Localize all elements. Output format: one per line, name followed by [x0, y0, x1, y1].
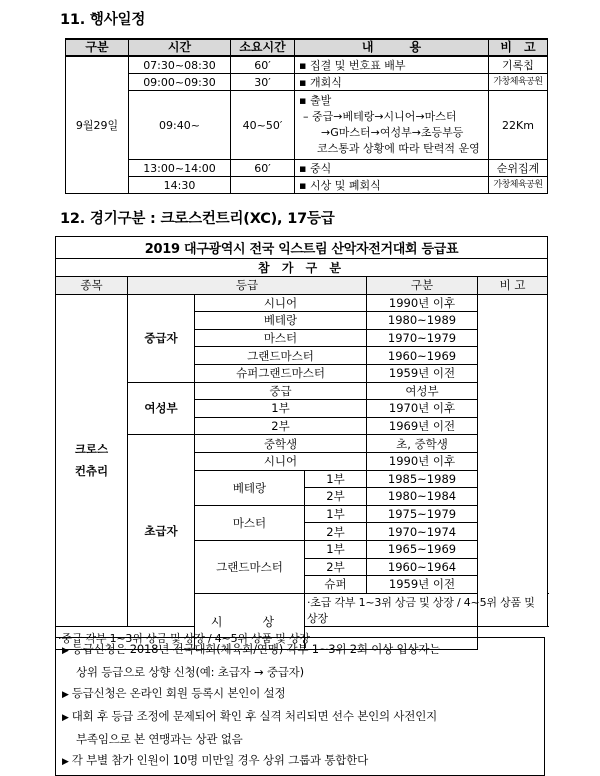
- triangle-right-icon: ▶: [62, 690, 69, 700]
- grade-year: 1969년 이전: [367, 417, 478, 435]
- note-line: 대회 후 등급 조정에 문제되어 확인 후 실격 처리되면 선수 본인의 사전인지: [71, 709, 438, 723]
- schedule-time: 14:30: [129, 177, 231, 194]
- grade-division: 2부: [305, 523, 367, 541]
- schedule-time: 07:30~08:30: [129, 56, 231, 74]
- note-line: 상위 등급으로 상향 신청(예: 초급자 → 중급자): [76, 665, 304, 679]
- grade-name: 1부: [195, 400, 367, 418]
- grade-year: 초, 중학생: [367, 435, 478, 453]
- note-line: 각 부별 참가 인원이 10명 미만일 경우 상위 그룹과 통합한다: [71, 753, 368, 767]
- group-beginner: 초급자: [128, 435, 195, 626]
- schedule-note: 22Km: [489, 91, 548, 160]
- schedule-time: 13:00~14:00: [129, 160, 231, 177]
- grade-year: 1960~1969: [367, 347, 478, 365]
- event-cross-country: 크로스 컨츄리: [56, 294, 128, 626]
- schedule-note: 가창체육공원: [489, 74, 548, 91]
- schedule-duration: 60′: [231, 160, 295, 177]
- group-intermediate: 중급자: [128, 294, 195, 382]
- grade-row: [56, 435, 548, 453]
- note-item: [62, 750, 544, 773]
- grade-year: 1975~1979: [367, 505, 478, 523]
- grade-year: 1970~1979: [367, 329, 478, 347]
- schedule-header-duration: 소요시간: [231, 39, 295, 56]
- schedule-time: 09:00~09:30: [129, 74, 231, 91]
- note-item: [62, 683, 544, 706]
- triangle-right-icon: ▶: [62, 713, 69, 723]
- note-item: [62, 706, 544, 750]
- schedule-header-content: 내 용: [295, 39, 489, 56]
- section-11-heading: 11. 행사일정: [60, 12, 146, 28]
- grade-table: [55, 236, 548, 650]
- schedule-duration: [231, 177, 295, 194]
- grade-year: 1965~1969: [367, 540, 478, 558]
- grade-division: 2부: [305, 488, 367, 506]
- grade-year: 1985~1989: [367, 470, 478, 488]
- section-12-heading: 12. 경기구분 : 크로스컨트리(XC), 17등급: [60, 211, 335, 227]
- schedule-date: 9월29일: [66, 56, 129, 194]
- grade-name: 시니어: [195, 294, 367, 312]
- grade-year: 1959년 이전: [367, 576, 478, 594]
- grade-name: 2부: [195, 417, 367, 435]
- grade-year: 1990년 이후: [367, 452, 478, 470]
- schedule-row: [66, 74, 548, 91]
- grade-header-grade: 등급: [128, 277, 367, 295]
- schedule-row: [66, 177, 548, 194]
- note-item: [62, 639, 544, 683]
- group-women: 여성부: [128, 382, 195, 435]
- grade-name: 베테랑: [195, 470, 305, 505]
- content-line: 코스통과 상황에 따라 탄력적 운영: [317, 142, 480, 155]
- grade-note-cell: [478, 294, 548, 626]
- grade-year: 1980~1989: [367, 312, 478, 330]
- notes-box: [55, 637, 545, 776]
- grade-division: 슈퍼: [305, 576, 367, 594]
- schedule-content: ▪ 개회식: [295, 74, 489, 91]
- grade-year: 1970~1974: [367, 523, 478, 541]
- schedule-content: ▪ 시상 및 폐회식: [295, 177, 489, 194]
- schedule-header-note: 비 고: [489, 39, 548, 56]
- grade-name: 슈퍼그랜드마스터: [195, 364, 367, 382]
- grade-header-note: 비 고: [478, 277, 548, 295]
- grade-name: 중급: [195, 382, 367, 400]
- schedule-row: [66, 56, 548, 74]
- schedule-header-category: 구분: [66, 39, 129, 56]
- grade-row: [56, 294, 548, 312]
- grade-row: [56, 382, 548, 400]
- grade-name: 베테랑: [195, 312, 367, 330]
- grade-year: 여성부: [367, 382, 478, 400]
- awards-label: 시 상: [195, 593, 305, 649]
- schedule-content: ▪ 집결 및 번호표 배부: [295, 56, 489, 74]
- schedule-duration: 30′: [231, 74, 295, 91]
- schedule-note: 순위집계: [489, 160, 548, 177]
- schedule-time: 09:40~: [129, 91, 231, 160]
- awards-line: ·중급 각부 1~3위 상금 및 상장 / 4~5위 상품 및 상장: [56, 626, 478, 649]
- grade-division: 1부: [305, 505, 367, 523]
- schedule-row: [66, 160, 548, 177]
- grade-header-division: 구분: [367, 277, 478, 295]
- schedule-duration: 60′: [231, 56, 295, 74]
- grade-year: 1990년 이후: [367, 294, 478, 312]
- content-line: →G마스터→여성부→초등부등: [321, 126, 464, 139]
- awards-line: ·초급 각부 1~3위 상금 및 상장 / 4~5위 상품 및 상장: [305, 593, 548, 626]
- content-line: ▪ 출발: [299, 94, 332, 107]
- schedule-header-row: [66, 39, 548, 56]
- grade-division: 1부: [305, 470, 367, 488]
- grade-header-event: 종목: [56, 277, 128, 295]
- grade-name: 그랜드마스터: [195, 347, 367, 365]
- note-line: 등급신청은 온라인 회원 등록시 본인이 설정: [71, 686, 286, 700]
- schedule-header-time: 시간: [129, 39, 231, 56]
- schedule-duration: 40~50′: [231, 91, 295, 160]
- grade-table-title: 2019 대구광역시 전국 익스트림 산악자전거대회 등급표: [56, 237, 548, 259]
- content-line: – 중급→베테랑→시니어→마스터: [303, 110, 457, 123]
- grade-name: 마스터: [195, 329, 367, 347]
- grade-name: 중학생: [195, 435, 367, 453]
- triangle-right-icon: ▶: [62, 757, 69, 767]
- grade-division: 2부: [305, 558, 367, 576]
- note-line: 부족임으로 본 연맹과는 상관 없음: [76, 732, 243, 746]
- grade-name: 시니어: [195, 452, 367, 470]
- grade-name: 그랜드마스터: [195, 540, 305, 593]
- schedule-note: 가창체육공원: [489, 177, 548, 194]
- grade-name: 마스터: [195, 505, 305, 540]
- grade-year: 1970년 이후: [367, 400, 478, 418]
- grade-division: 1부: [305, 540, 367, 558]
- triangle-right-icon: ▶: [62, 646, 69, 656]
- grade-year: 1980~1984: [367, 488, 478, 506]
- schedule-note: 기록칩: [489, 56, 548, 74]
- grade-year: 1960~1964: [367, 558, 478, 576]
- note-line: 등급신청은 2018년 전국대회(체육회/연맹) 각부 1~3위 2회 이상 입상자는: [71, 642, 441, 656]
- schedule-row: [66, 91, 548, 160]
- grade-table-subtitle: 참 가 구 분: [56, 259, 548, 277]
- schedule-table: [65, 38, 548, 194]
- schedule-content: [295, 91, 489, 160]
- grade-year: 1959년 이전: [367, 364, 478, 382]
- schedule-content: ▪ 중식: [295, 160, 489, 177]
- grade-header-row: [56, 277, 548, 295]
